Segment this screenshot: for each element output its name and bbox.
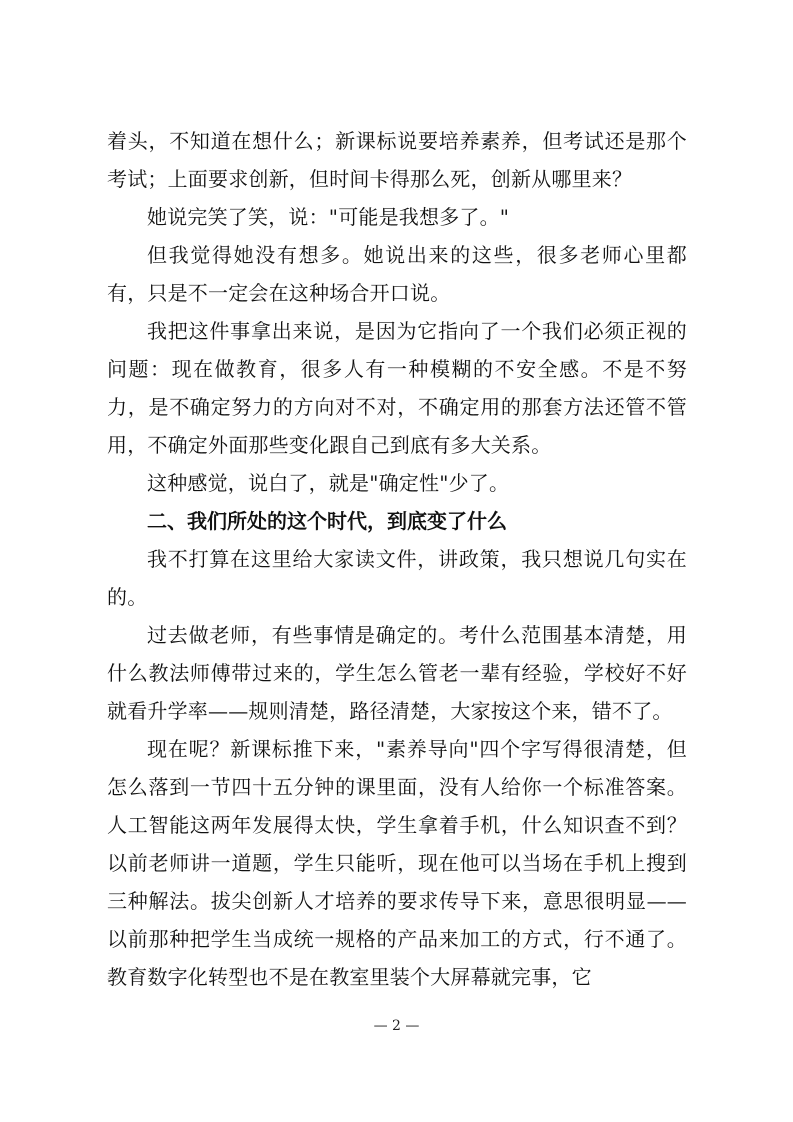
paragraph: 这种感觉，说白了，就是"确定性"少了。 bbox=[147, 471, 510, 495]
paragraph: 她说完笑了笑，说："可能是我想多了。" bbox=[147, 205, 510, 229]
paragraph: 着头，不知道在想什么；新课标说要培养素养，但考试还是那个考试；上面要求创新，但时间卡得那么死，创新从哪里来？ bbox=[107, 129, 687, 191]
paragraph: 我不打算在这里给大家读文件，讲政策，我只想说几句实在的。 bbox=[107, 547, 687, 609]
paragraph: 我把这件事拿出来说，是因为它指向了一个我们必须正视的问题：现在做教育，很多人有一种模糊的不安全感。不是不努力，是不确定努力的方向对不对，不确定用的那套方法还管不管用，不确定外面那些变化跟自己到底有多大关系。 bbox=[107, 319, 687, 457]
paragraph: 现在呢？新课标推下来，"素养导向"四个字写得很清楚，但怎么落到一节四十五分钟的课里面，没有人给你一个标准答案。人工智能这两年发展得太快，学生拿着手机，什么知识查不到？以前老师讲一道题，学生只能听，现在他可以当场在手机上搜到三种解法。拔尖创新人才培养的要求传导下来，意思很明显——以前那种把学生当成统一规格的产品来加工的方式，行不通了。教育数字化转型也不是在教室里装个大屏幕就完事，它 bbox=[107, 737, 687, 989]
page-number: — 2 — bbox=[373, 1018, 420, 1034]
paragraph: 但我觉得她没有想多。她说出来的这些，很多老师心里都有，只是不一定会在这种场合开口说。 bbox=[107, 243, 687, 305]
body-text bbox=[107, 122, 687, 996]
paragraph: 过去做老师，有些事情是确定的。考什么范围基本清楚，用什么教法师傅带过来的，学生怎么管老一辈有经验，学校好不好就看升学率——规则清楚，路径清楚，大家按这个来，错不了。 bbox=[107, 623, 687, 723]
section-heading: 二、我们所处的这个时代，到底变了什么 bbox=[147, 509, 507, 533]
